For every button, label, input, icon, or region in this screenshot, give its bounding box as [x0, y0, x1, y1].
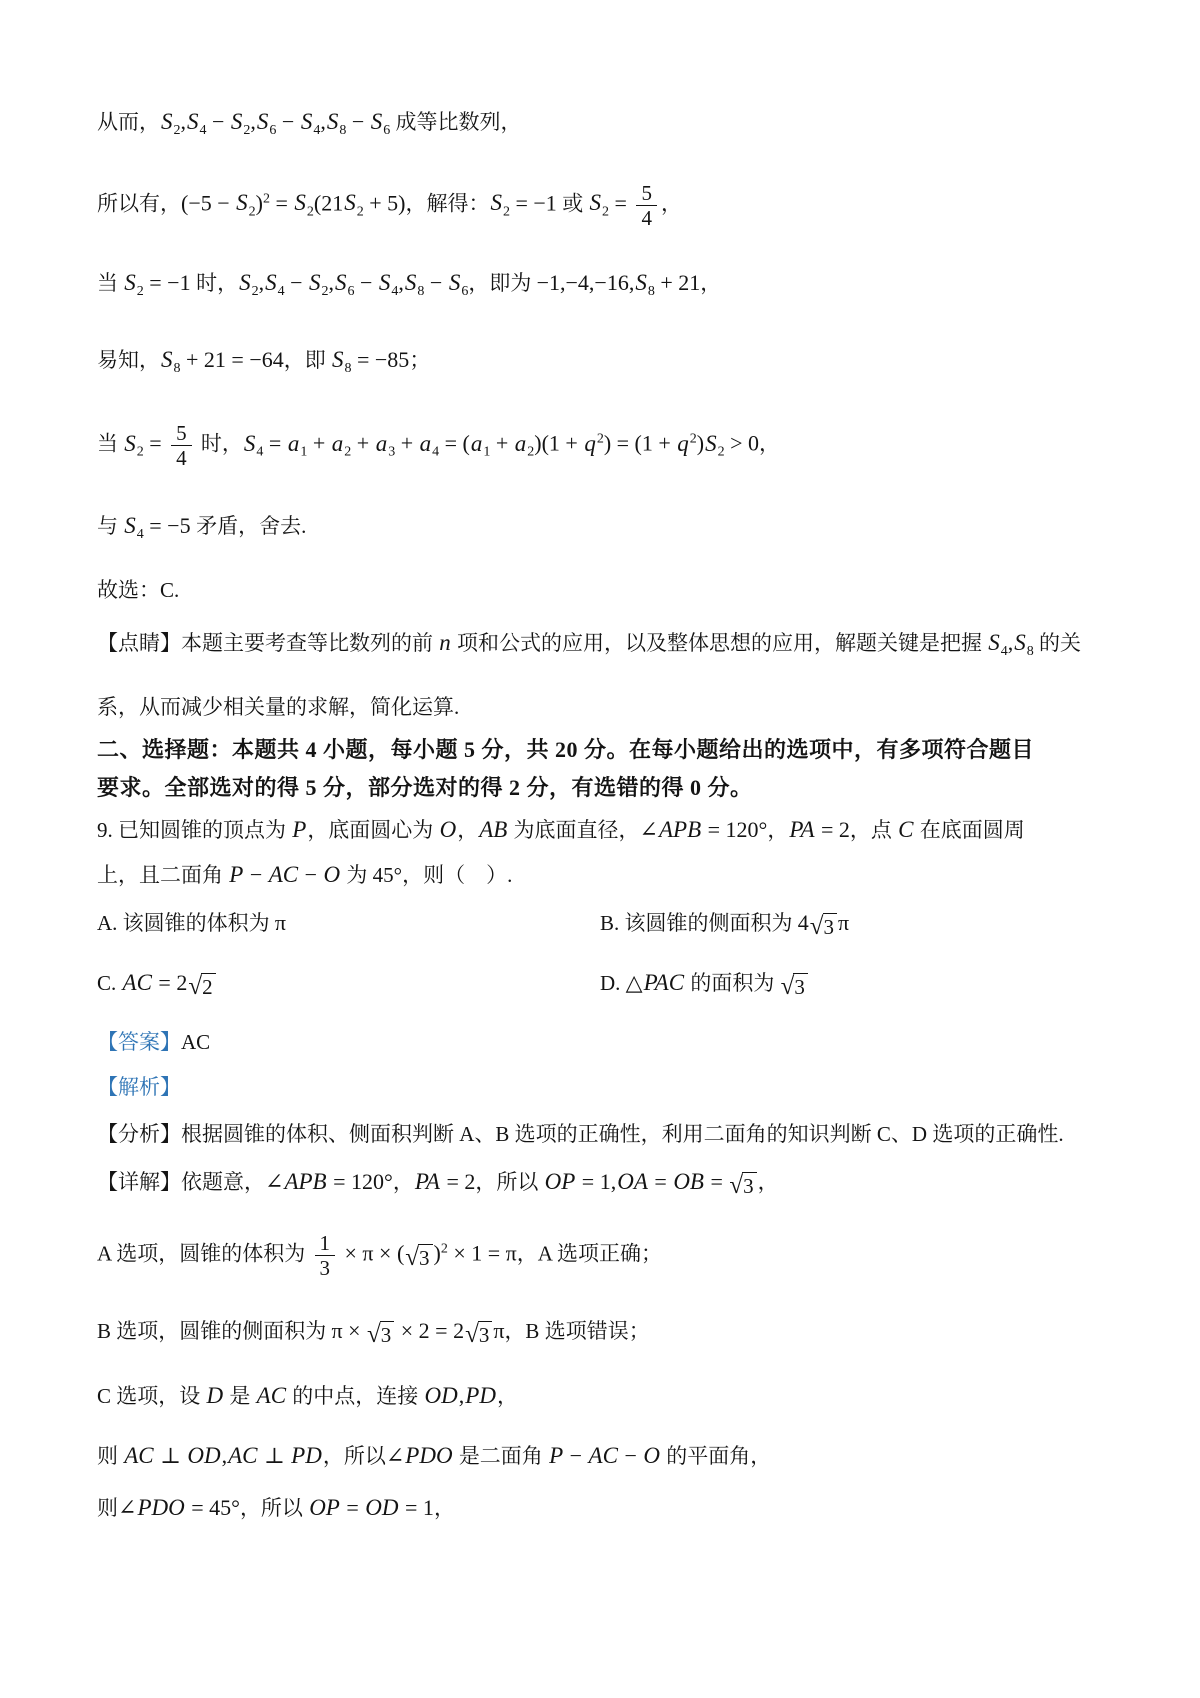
- subscript-run: 2: [136, 284, 144, 300]
- math-variable-run: S: [256, 109, 269, 134]
- text-run: B. 该圆锥的侧面积为: [600, 910, 798, 935]
- text-run: 故选：C.: [97, 577, 180, 602]
- math-variable-run: AC: [256, 1382, 287, 1408]
- text-run: 的面积为: [685, 971, 780, 996]
- math-variable-run: OD: [424, 1382, 458, 1408]
- math-operator-run: −: [564, 1442, 588, 1468]
- text-run: 【点睛】本题主要考查等比数列的前: [97, 630, 439, 655]
- text-run: 的关: [1033, 630, 1081, 655]
- subscript-run: 4: [313, 123, 321, 138]
- text-run: C 选项，设: [97, 1383, 206, 1408]
- question-9-line-1: [97, 815, 1025, 845]
- subscript-run: 3: [388, 444, 396, 460]
- square-root: √ 3: [781, 973, 808, 1001]
- math-variable-run: P: [229, 861, 244, 887]
- subscript-run: 1: [300, 444, 308, 460]
- math-operator-run: −: [346, 109, 370, 134]
- section-heading-line-2: [97, 772, 753, 804]
- text-run: ，所以: [239, 1495, 309, 1520]
- math-operator-run: +: [351, 430, 375, 456]
- question-9-line-2: [97, 860, 512, 890]
- text-run: ，: [757, 1169, 779, 1194]
- options-row-1: [97, 908, 1114, 941]
- math-operator-run: =: [143, 430, 168, 456]
- subscript-run: 2: [502, 204, 510, 220]
- text-run: 在底面圆周: [914, 817, 1025, 842]
- subscript-run: 4: [391, 284, 399, 300]
- text-run: D.: [600, 971, 626, 996]
- text-run: 易知，: [97, 348, 160, 373]
- math-operator-run: ,: [1007, 629, 1014, 655]
- square-root: √ 3: [465, 1321, 492, 1349]
- subscript-run: 6: [461, 284, 469, 300]
- math-operator-run: ,: [258, 270, 265, 296]
- subscript-run: 8: [344, 361, 352, 377]
- math-operator-run: ,: [398, 270, 404, 296]
- math-operator-run: ,: [221, 1442, 228, 1468]
- text-run: 时，: [196, 271, 239, 296]
- math-operator-run: =: [269, 190, 294, 216]
- math-operator-run: = 2: [152, 970, 188, 996]
- text-run: C.: [97, 971, 122, 996]
- text-run: ，: [767, 817, 789, 842]
- math-operator-run: ): [255, 190, 263, 216]
- math-variable-run: PDO: [137, 1494, 185, 1520]
- text-run: ，: [496, 1383, 518, 1408]
- math-operator-run: ∠: [118, 1494, 137, 1520]
- option-a-analysis: [97, 1231, 662, 1280]
- math-variable-run: AC: [124, 1442, 154, 1468]
- subscript-run: 2: [243, 123, 251, 138]
- subscript-run: 2: [717, 444, 725, 460]
- line-geometric-sequence-conclusion: [97, 105, 522, 148]
- option-c-analysis-3: [97, 1493, 455, 1523]
- math-operator-run: −: [354, 270, 378, 296]
- math-operator-run: π: [493, 1318, 505, 1344]
- math-variable-run: a: [287, 430, 300, 456]
- math-operator-run: =: [648, 1168, 673, 1194]
- math-variable-run: O: [439, 816, 457, 842]
- fenxi-line: [97, 1119, 1064, 1149]
- subscript-run: 4: [199, 123, 207, 138]
- subscript-run: 2: [248, 204, 256, 220]
- math-variable-run: OD: [187, 1442, 221, 1468]
- math-operator-run: =: [704, 1168, 729, 1194]
- math-operator-run: = 120°: [702, 816, 768, 842]
- math-variable-run: S: [404, 270, 417, 296]
- math-operator-run: ) = (1 +: [603, 430, 677, 456]
- math-operator-run: (−5 −: [181, 190, 236, 216]
- math-variable-run: S: [239, 270, 251, 296]
- subscript-run: 1: [483, 444, 491, 460]
- text-run: 成等比数列，: [390, 110, 522, 134]
- math-variable-run: O: [323, 861, 341, 887]
- text-run: B 选项，圆锥的侧面积为: [97, 1319, 332, 1344]
- math-variable-run: S: [161, 347, 173, 373]
- math-operator-run: ,: [320, 109, 326, 134]
- math-variable-run: S: [705, 430, 717, 456]
- math-operator-run: △: [625, 970, 643, 996]
- text-run: 矛盾，舍去.: [196, 513, 307, 538]
- bold-text-run: 二、选择题：本题共 4 小题，每小题 5 分，共 20 分。在每小题给出的选项中，有多项符合题目: [97, 736, 1035, 762]
- math-operator-run: = (: [439, 430, 470, 456]
- subscript-run: 8: [647, 284, 655, 300]
- math-operator-run: =: [609, 190, 633, 216]
- math-variable-run: S: [236, 190, 248, 216]
- line-s8-value: [97, 343, 430, 386]
- math-variable-run: q: [677, 430, 689, 456]
- text-run: ，B 选项错误；: [504, 1319, 650, 1344]
- subscript-run: 8: [173, 361, 181, 377]
- line-dianjing-note-1: [97, 628, 1081, 667]
- fraction: $\frac{1}{3}$: [315, 1231, 336, 1280]
- math-operator-run: + 21: [654, 270, 701, 296]
- math-variable-run: AC: [228, 1442, 258, 1468]
- subscript-run: 2: [306, 204, 314, 220]
- superscript-run: 2: [689, 431, 697, 447]
- section-heading-line-1: [97, 734, 1034, 766]
- fraction: $\frac{5}{4}$: [636, 181, 657, 230]
- text-run: 是: [224, 1383, 256, 1408]
- subscript-run: 4: [432, 444, 440, 460]
- math-operator-run: π ×: [331, 1318, 367, 1344]
- text-run: 为 45°，则（ ）.: [341, 862, 513, 887]
- math-variable-run: S: [988, 629, 1000, 655]
- math-variable-run: a: [470, 430, 483, 456]
- math-variable-run: PA: [789, 816, 815, 842]
- math-variable-run: S: [448, 270, 461, 296]
- math-operator-run: −1,−4,−16,: [536, 270, 635, 296]
- math-variable-run: a: [419, 430, 432, 456]
- math-variable-run: S: [370, 109, 383, 134]
- math-variable-run: S: [124, 270, 136, 296]
- text-run: ，即为: [468, 271, 537, 296]
- option-b-analysis: [97, 1316, 650, 1349]
- text-run: ，: [700, 271, 722, 296]
- text-run: 【分析】根据圆锥的体积、侧面积判断 A、B 选项的正确性，利用二面角的知识判断 C、D 选项的正确性.: [97, 1121, 1064, 1146]
- math-variable-run: AC: [588, 1442, 618, 1468]
- math-variable-run: S: [300, 109, 313, 134]
- fraction: $\frac{5}{4}$: [171, 421, 192, 470]
- square-root: √ 3: [810, 913, 837, 941]
- math-variable-run: S: [187, 109, 199, 134]
- text-run: 系，从而减少相关量的求解，简化运算.: [97, 694, 460, 719]
- text-run: A. 该圆锥的体积为: [97, 910, 275, 935]
- math-operator-run: ): [433, 1240, 441, 1266]
- math-operator-run: × 1 = π: [447, 1240, 517, 1266]
- line-dianjing-note-2: [97, 692, 459, 722]
- math-variable-run: S: [344, 190, 356, 216]
- text-run: ，A 选项正确；: [516, 1241, 663, 1266]
- math-operator-run: = −5: [143, 512, 197, 538]
- math-variable-run: S: [378, 270, 391, 296]
- text-run: 与: [97, 513, 124, 538]
- math-operator-run: −: [618, 1442, 643, 1468]
- math-operator-run: −: [206, 109, 230, 134]
- subscript-run: 2: [356, 204, 364, 220]
- math-variable-run: AC: [268, 861, 299, 887]
- math-variable-run: PA: [414, 1168, 440, 1194]
- math-variable-run: APB: [284, 1168, 327, 1194]
- text-run: ，所以: [475, 1169, 544, 1194]
- math-variable-run: S: [490, 190, 502, 216]
- text-run: 当: [97, 271, 124, 296]
- math-operator-run: −: [299, 861, 323, 887]
- bold-text-run: 要求。全部选对的得 5 分，部分选对的得 2 分，有选错的得 0 分。: [97, 774, 753, 800]
- math-operator-run: + 5): [363, 190, 406, 216]
- text-run: ，: [457, 817, 479, 842]
- text-run: A 选项，圆锥的体积为: [97, 1241, 311, 1266]
- option-c-analysis-1: [97, 1381, 518, 1411]
- math-operator-run: ⊥: [258, 1442, 291, 1468]
- math-variable-run: OB: [673, 1168, 704, 1194]
- square-root: √ 3: [367, 1321, 394, 1349]
- math-operator-run: (21: [313, 190, 344, 216]
- math-variable-run: S: [309, 270, 321, 296]
- math-operator-run: = 45°: [185, 1494, 240, 1520]
- subscript-run: 2: [321, 284, 329, 300]
- subscript-run: 4: [277, 284, 285, 300]
- superscript-run: 2: [596, 431, 604, 447]
- text-run: ，所以: [322, 1443, 386, 1468]
- jiexi-label-line: [97, 1072, 181, 1102]
- subscript-run: 8: [417, 284, 425, 300]
- math-operator-run: −: [276, 109, 300, 134]
- text-run: 上，且二面角: [97, 862, 229, 887]
- math-variable-run: n: [439, 629, 451, 655]
- line-case-s2-five-fourths: [97, 421, 780, 470]
- math-operator-run: =: [340, 1494, 365, 1520]
- superscript-run: 2: [440, 1241, 448, 1257]
- math-operator-run: = 120°: [327, 1168, 393, 1194]
- math-variable-run: S: [589, 190, 602, 216]
- subscript-run: 2: [527, 444, 535, 460]
- math-operator-run: −: [424, 270, 448, 296]
- line-choose-c: [97, 575, 179, 605]
- math-variable-run: S: [294, 190, 306, 216]
- math-variable-run: S: [265, 270, 277, 296]
- math-variable-run: PD: [465, 1382, 496, 1408]
- math-operator-run: ,: [458, 1382, 465, 1408]
- subscript-run: 2: [602, 204, 610, 220]
- subscript-run: 2: [173, 123, 181, 138]
- subscript-run: 4: [256, 444, 264, 460]
- line-case-s2-neg1: [97, 266, 721, 309]
- text-run: ，解得：: [405, 191, 490, 216]
- math-operator-run: π: [274, 909, 287, 935]
- math-operator-run: +: [395, 430, 419, 456]
- math-operator-run: ∠: [639, 816, 658, 842]
- text-run: ，: [759, 431, 781, 456]
- math-operator-run: ,: [250, 109, 256, 134]
- math-variable-run: P: [292, 816, 307, 842]
- math-variable-run: S: [1014, 629, 1026, 655]
- text-run: ；: [409, 348, 431, 373]
- math-operator-run: = −1: [143, 270, 197, 296]
- text-run: 则: [97, 1443, 124, 1468]
- superscript-run: 2: [262, 191, 270, 207]
- text-run: 项和公式的应用，以及整体思想的应用，解题关键是把握: [451, 630, 988, 655]
- math-operator-run: = 1,: [576, 1168, 617, 1194]
- line-contradiction-discard: [97, 511, 306, 550]
- xiangjie-line: [97, 1167, 779, 1200]
- math-operator-run: π: [838, 909, 850, 935]
- math-operator-run: × 2 = 2: [395, 1318, 465, 1344]
- text-run: ，: [660, 191, 682, 216]
- math-operator-run: +: [307, 430, 331, 456]
- text-run: 【详解】依题意，: [97, 1169, 265, 1194]
- math-operator-run: = 2: [815, 816, 850, 842]
- math-variable-run: S: [243, 430, 256, 456]
- math-operator-run: = 1: [399, 1494, 434, 1520]
- text-run: ，即: [283, 348, 331, 373]
- text-run: ，: [433, 1495, 455, 1520]
- subscript-run: 6: [347, 284, 355, 300]
- math-variable-run: PDO: [405, 1442, 453, 1468]
- options-row-2: [97, 968, 1114, 1001]
- math-operator-run: ∠: [385, 1442, 405, 1468]
- text-run: 9. 已知圆锥的顶点为: [97, 817, 292, 842]
- square-root: √ 2: [188, 973, 215, 1001]
- blue-label-run: 【解析】: [97, 1074, 181, 1099]
- text-run: 为底面直径，: [508, 817, 640, 842]
- math-variable-run: S: [331, 347, 344, 373]
- option-c: [97, 968, 600, 1001]
- option-d: [600, 968, 1114, 1001]
- subscript-run: 4: [136, 526, 144, 542]
- math-variable-run: OP: [544, 1168, 576, 1194]
- math-variable-run: AB: [479, 816, 508, 842]
- math-variable-run: a: [331, 430, 344, 456]
- math-operator-run: ,: [328, 270, 334, 296]
- answer-line: [97, 1027, 210, 1057]
- math-variable-run: OA: [617, 1168, 648, 1194]
- math-variable-run: D: [206, 1382, 224, 1408]
- math-variable-run: a: [375, 430, 388, 456]
- text-run: 是二面角: [453, 1443, 549, 1468]
- text-run: 或: [562, 191, 589, 216]
- subscript-run: 2: [251, 284, 259, 300]
- subscript-run: 4: [1000, 643, 1008, 659]
- math-operator-run: = 2: [440, 1168, 476, 1194]
- text-run: 从而，: [97, 110, 160, 134]
- option-a: [97, 908, 600, 941]
- math-operator-run: = −85: [351, 347, 410, 373]
- blue-label-run: 【答案】: [97, 1029, 181, 1054]
- math-operator-run: −: [244, 861, 268, 887]
- subscript-run: 6: [383, 123, 391, 138]
- math-operator-run: ∠: [265, 1168, 284, 1194]
- math-variable-run: OD: [365, 1494, 399, 1520]
- text-run: AC: [181, 1029, 211, 1054]
- subscript-run: 8: [1026, 643, 1034, 659]
- math-variable-run: PD: [291, 1442, 322, 1468]
- math-variable-run: O: [643, 1442, 660, 1468]
- math-operator-run: > 0: [724, 430, 760, 456]
- text-run: 时，: [195, 431, 243, 456]
- square-root: √ 3: [729, 1172, 756, 1200]
- math-operator-run: −: [284, 270, 308, 296]
- math-variable-run: AC: [122, 970, 152, 996]
- option-b: [600, 908, 1114, 941]
- text-run: 的平面角，: [660, 1443, 772, 1468]
- text-run: 当: [97, 431, 124, 456]
- text-run: ，底面圆心为: [307, 817, 439, 842]
- text-run: ，: [392, 1169, 414, 1194]
- math-operator-run: 4: [797, 909, 809, 935]
- math-operator-run: =: [263, 430, 287, 456]
- math-variable-run: a: [514, 430, 527, 456]
- math-variable-run: S: [230, 109, 243, 134]
- math-variable-run: S: [635, 270, 647, 296]
- text-run: 所以有，: [97, 191, 181, 216]
- subscript-run: 2: [344, 444, 352, 460]
- math-variable-run: APB: [658, 816, 702, 842]
- math-operator-run: +: [490, 430, 514, 456]
- math-operator-run: )(1 +: [534, 430, 584, 456]
- text-run: ，点: [849, 817, 898, 842]
- math-operator-run: ⊥: [154, 1442, 187, 1468]
- math-variable-run: S: [124, 430, 136, 456]
- subscript-run: 2: [136, 444, 144, 460]
- math-variable-run: q: [584, 430, 596, 456]
- math-variable-run: S: [161, 109, 173, 134]
- math-variable-run: S: [326, 109, 339, 134]
- option-c-analysis-2: [97, 1441, 771, 1471]
- math-variable-run: OP: [309, 1494, 340, 1520]
- line-equation-solve-s2: [97, 181, 682, 230]
- math-variable-run: PAC: [643, 970, 685, 996]
- square-root: √ 3: [405, 1244, 432, 1272]
- subscript-run: 8: [339, 123, 347, 138]
- math-variable-run: P: [549, 1442, 564, 1468]
- math-operator-run: × π × (: [339, 1240, 405, 1266]
- text-run: 则: [97, 1495, 118, 1520]
- math-operator-run: ,: [180, 109, 186, 134]
- text-run: 的中点，连接: [287, 1383, 424, 1408]
- math-variable-run: S: [124, 512, 136, 538]
- math-operator-run: = −1: [509, 190, 563, 216]
- math-operator-run: + 21 = −64: [180, 347, 284, 373]
- math-operator-run: ): [696, 430, 705, 456]
- subscript-run: 6: [269, 123, 277, 138]
- math-variable-run: S: [335, 270, 347, 296]
- math-variable-run: C: [898, 816, 914, 842]
